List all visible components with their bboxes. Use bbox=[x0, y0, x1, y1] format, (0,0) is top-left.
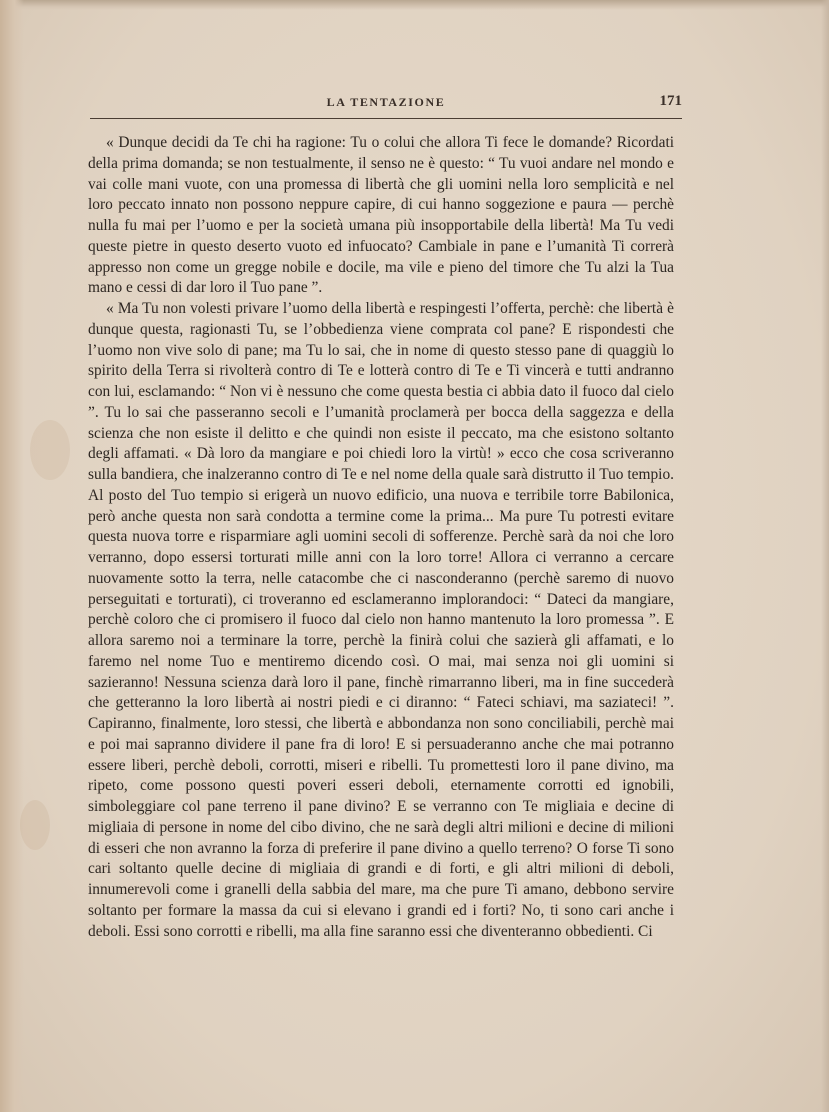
paragraph: « Dunque decidi da Te chi ha ragione: Tu o colui che allora Ti fece le domande? Ricordati della prima domanda; se non testualmente, il senso ne è questo: “ Tu vuoi andare nel mondo e vai colle mani vuote, con una promessa di libertà che gli uomini nella loro semplicità e nel loro peccato innato non possono neppure capire, di cui hanno soggezione e paura — perchè nulla fu mai per l’uomo e per la società umana più insopportabile della libertà! Ma Tu vedi queste pietre in questo deserto vuoto ed infuocato? Cambiale in pane e l’umanità Ti correrà appresso non come un gregge nobile e docile, ma vile e pieno del timore che Tu alzi la Tua mano e cessi di dar loro il Tuo pane ”. bbox=[88, 134, 674, 297]
paragraph: « Ma Tu non volesti privare l’uomo della libertà e respingesti l’offerta, perchè: che libertà è dunque questa, ragionasti Tu, se l’obbedienza viene comprata col pane? E rispondesti che l’uomo non vive solo di pane; ma Tu lo sai, che in nome di questo stesso pane di quaggiù lo spirito della Terra si rivolterà contro di Te e lotterà contro di Te e Ti vincerà e tutti andranno con lui, esclamando: “ Non vi è nessuno che come questa bestia ci abbia dato il fuoco dal cielo ”. Tu lo sai che passeranno secoli e l’umanità proclamerà per bocca della saggezza e della scienza che non esiste il delitto e che quindi non esiste il peccato, ma che esistono soltanto degli affamati. « Dà loro da mangiare e poi chiedi loro la virtù! » ecco che cosa scriveranno sulla bandiera, che inalzeranno contro di Te e nel nome della quale sarà distrutto il Tuo tempio. Al posto del Tuo tempio si erigerà un nuovo edificio, una nuova e terribile torre Babilonica, però anche questa non sarà condotta a termine come la prima... Ma pure Tu potresti evitare questa nuova torre e risparmiare agli uomini secoli di sofferenze. Perchè sarà da noi che loro verranno, dopo essersi torturati mille anni con la loro torre! Allora ci verranno a cercare nuovamente sotto la terra, nelle catacombe che ci nasconderanno (perchè saremo di nuovo perseguitati e torturati), ci troveranno ed esclameranno implorandoci: “ Dateci da mangiare, perchè coloro che ci promisero il fuoco dal cielo non hanno mantenuto la loro promessa ”. E allora saremo noi a terminare la torre, perchè la finirà colui che sazierà gli affamati, e lo faremo nel nome Tuo e mentiremo dicendo così. O mai, mai senza noi gli uomini si sazieranno! Nessuna scienza darà loro il pane, finchè rimarranno liberi, ma in fine succederà che getteranno la loro libertà ai nostri piedi e ci diranno: “ Fateci schiavi, ma saziateci! ”. Capiranno, finalmente, loro stessi, che libertà e abbondanza non sono conciliabili, perchè mai e poi mai sapranno dividere il pane fra di loro! E si persuaderanno anche che mai potranno essere liberi, perchè deboli, corrotti, miseri e ribelli. Tu promettesti loro il pane divino, ma ripeto, come possono questi poveri esseri deboli, eternamente corrotti ed ignobili, simboleggiare col pane terreno il pane divino? E se verranno con Te migliaia e decine di migliaia di persone in nome del cibo divino, che ne sarà degli altri milioni e decine di milioni di esseri che non avranno la forza di preferire il pane divino a quello terreno? O forse Ti sono cari soltanto quelle decine di migliaia di grandi e di forti, e gli altri milioni di deboli, innumerevoli come i granelli della sabbia del mare, ma che pure Ti amano, debbono servire soltanto per formare la massa da cui si elevano i grandi ed i forti? No, ti sono cari anche i deboli. Essi sono corrotti e ribelli, ma alla fine saranno essi che diventeranno obbedienti. Ci bbox=[88, 300, 674, 940]
paper-stain bbox=[20, 800, 50, 850]
page-number: 171 bbox=[659, 93, 682, 109]
header-rule bbox=[90, 118, 682, 119]
page-right-edge bbox=[821, 0, 829, 1112]
running-header bbox=[90, 95, 682, 113]
body-text bbox=[88, 133, 674, 942]
running-title: LA TENTAZIONE bbox=[326, 95, 446, 109]
paper-stain bbox=[30, 420, 70, 480]
page-left-edge bbox=[0, 0, 24, 1112]
page-top-edge bbox=[0, 0, 829, 10]
